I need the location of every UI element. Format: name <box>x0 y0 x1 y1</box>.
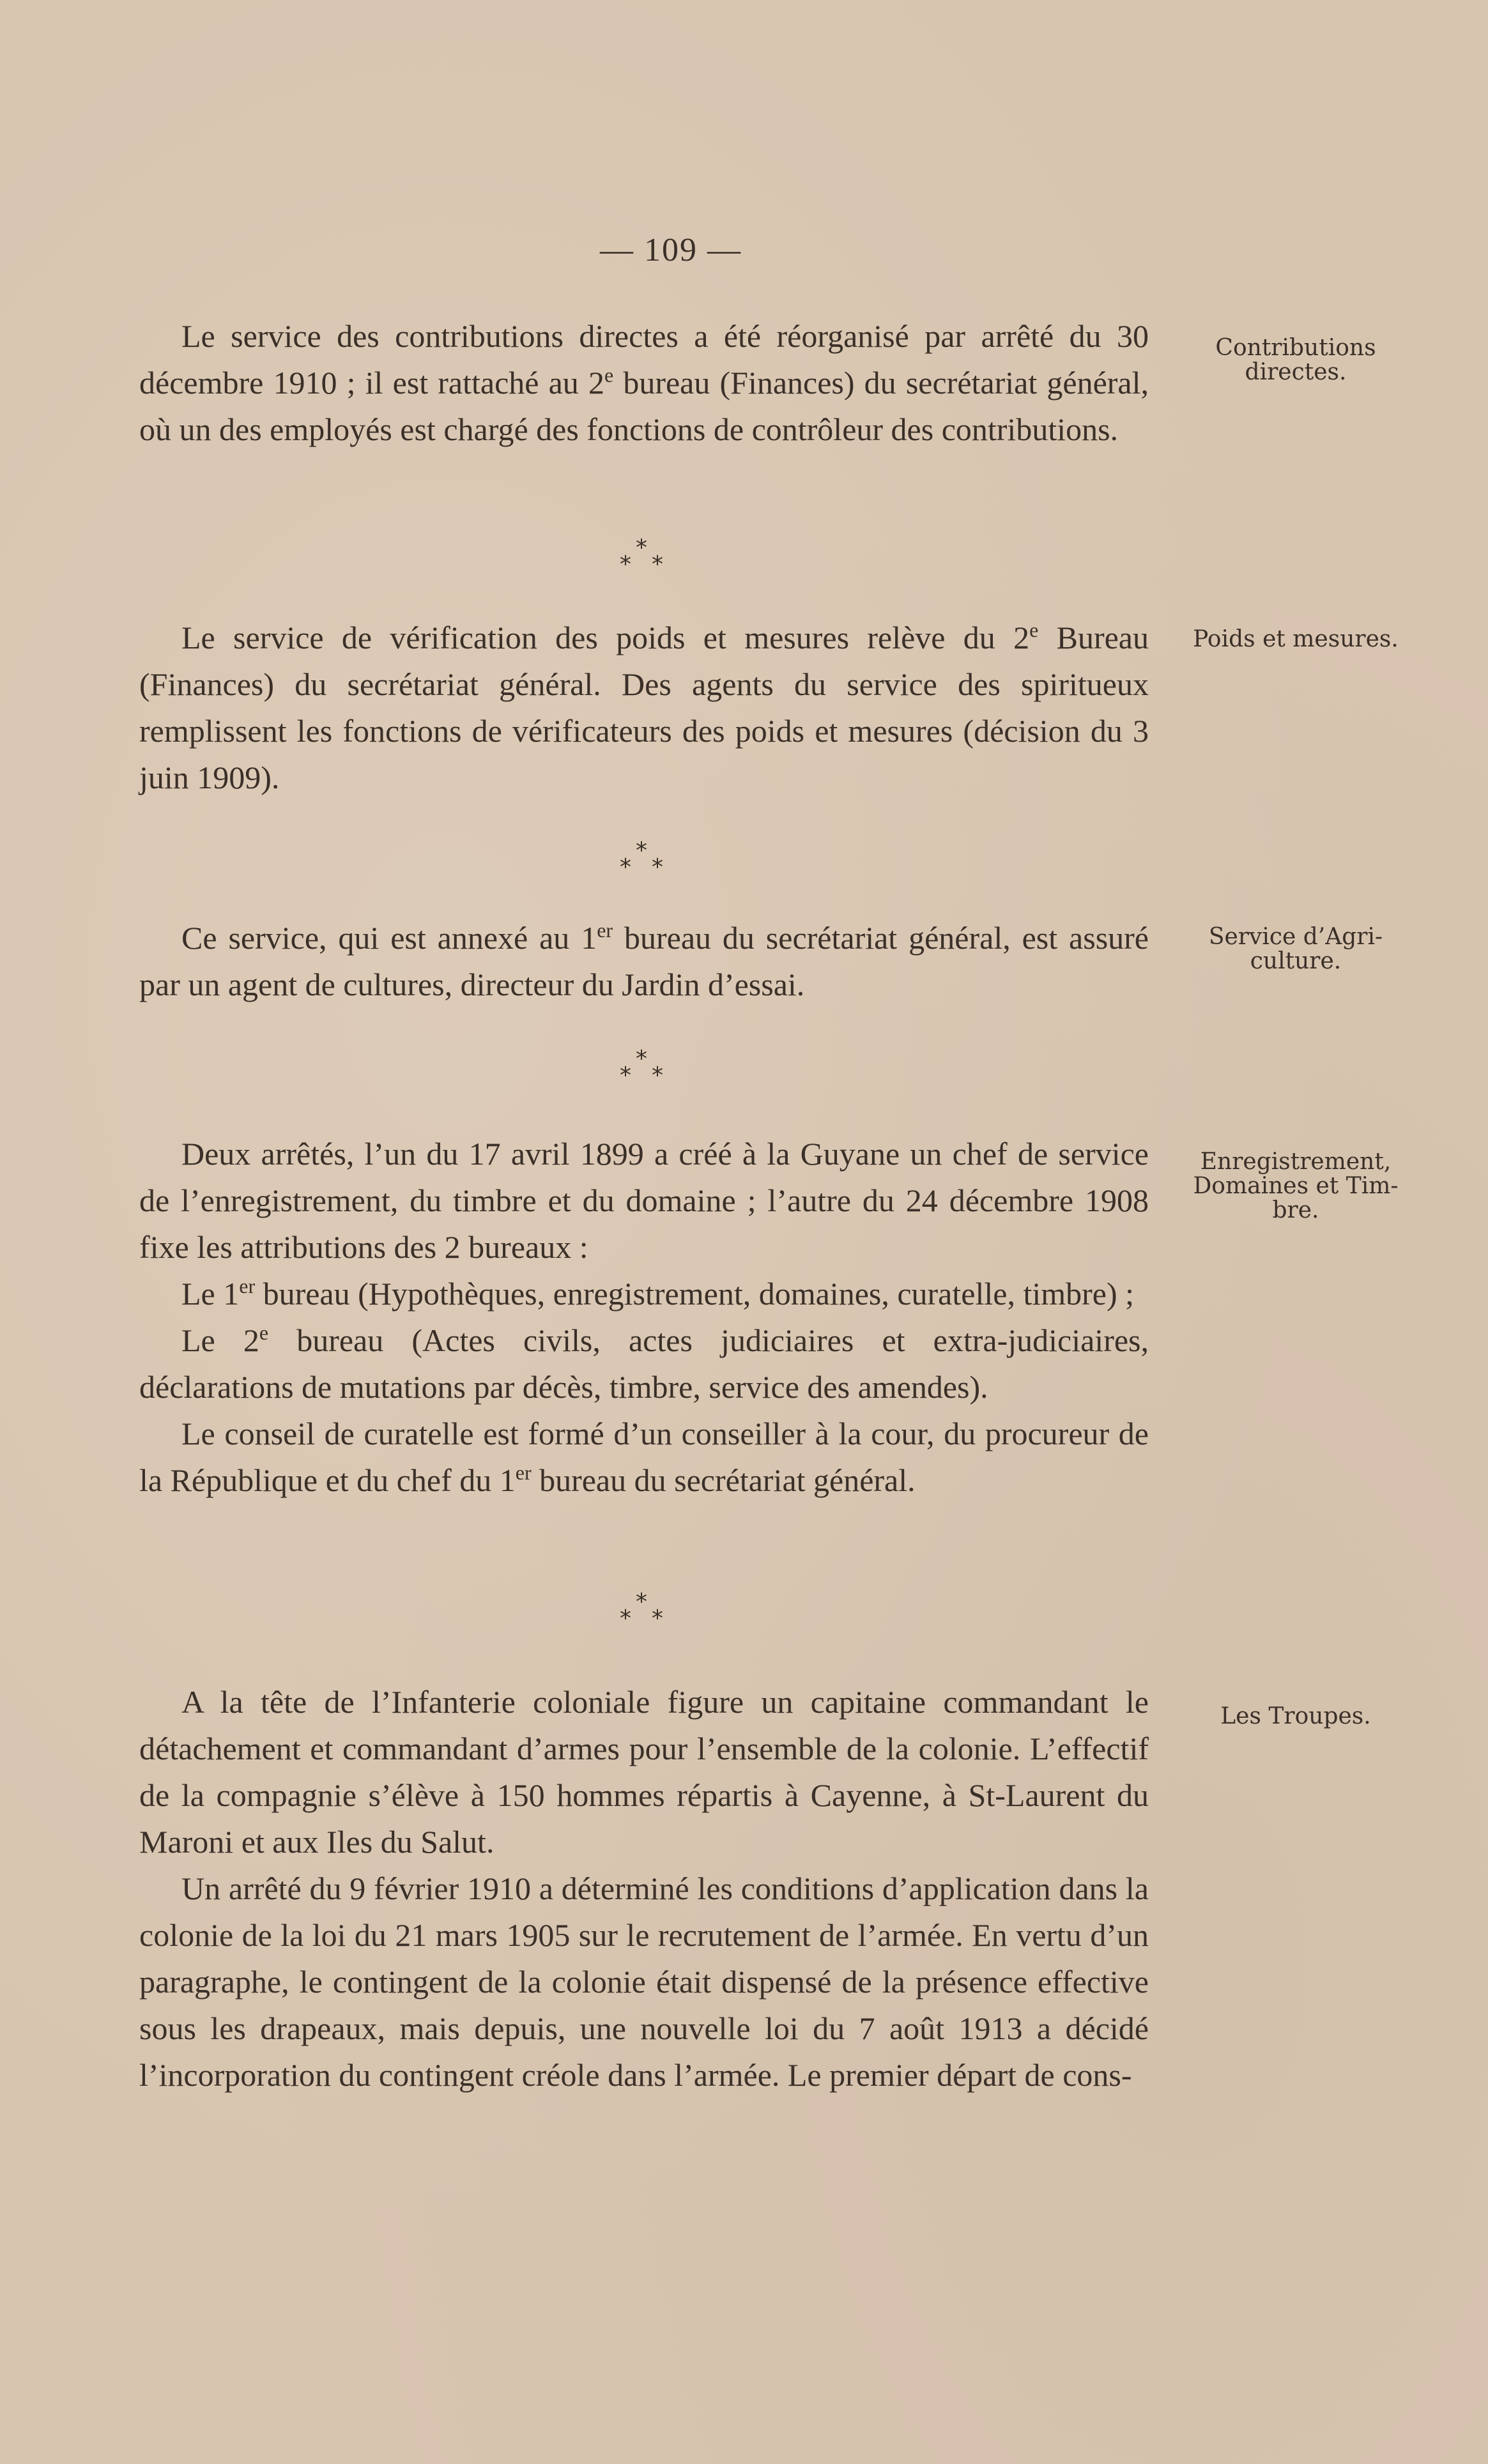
section-troupes <box>139 1679 1149 2099</box>
margin-note-poids: Poids et mesures. <box>1193 626 1399 652</box>
section-contributions <box>139 313 1149 453</box>
paragraph: Le service de vérification des poids et mesures relève du 2e Bureau (Finances) du secrétariat général. Des agents du service des spiritueux remplissent les fonctions de vérificateurs des poids et mesures (décision du 3 juin 1909). <box>139 618 1149 795</box>
paragraph: Le 2e bureau (Actes civils, actes judiciaires et extra-judiciaires, déclarations de mutations par décès, timbre, service des amendes). <box>139 1321 1149 1405</box>
paragraph: Ce service, qui est annexé au 1er bureau du secrétariat général, est assuré par un agent de cultures, directeur du Jardin d’essai. <box>139 919 1149 1002</box>
paragraph: Le conseil de curatelle est formé d’un conseiller à la cour, du procureur de la République et du chef du 1er bureau du secrétariat général. <box>139 1416 1149 1498</box>
page-number: — 109 — <box>600 232 742 268</box>
section-agriculture <box>139 915 1149 1008</box>
paragraph: A la tête de l’Infanterie coloniale figure un capitaine commandant le détachement et commandant d’armes pour l’ensemble de la colonie. L’effectif de la compagnie s’élève à 150 hommes répartis à Cayenne, à St-Laurent du Maroni et aux Iles du Salut. <box>139 1684 1149 1860</box>
section-enregistrement <box>139 1131 1149 1504</box>
paragraph: Un arrêté du 9 février 1910 a déterminé les conditions d’application dans la colonie de la loi du 21 mars 1905 sur le recrutement de l’armée. En vertu d’un paragraphe, le contingent de la colonie était dispensé de la présence effective sous les drapeaux, mais depuis, une nouvelle loi du 7 août 1913 a décidé l’incorporation du contingent créole dans l’armée. Le premier départ de cons- <box>139 1871 1149 2093</box>
paragraph: Le 1er bureau (Hypothèques, enregistrement, domaines, curatelle, timbre) ; <box>181 1274 1134 1312</box>
section-separator: * * * <box>620 535 663 578</box>
section-separator: * * * <box>620 1046 663 1089</box>
paragraph: Le service des contributions directes a été réorganisé par arrêté du 30 décembre 1910 ; il est rattaché au 2e bureau (Finances) du secrétariat général, où un des employés est chargé des fonctions de contrôleur des contributions. <box>139 318 1149 447</box>
margin-note-troupes: Les Troupes. <box>1220 1703 1371 1729</box>
paragraph: Deux arrêtés, l’un du 17 avril 1899 a créé à la Guyane un chef de service de l’enregistrement, du timbre et du domaine ; l’autre du 24 décembre 1908 fixe les attributions des 2 bureaux : <box>139 1136 1149 1265</box>
margin-note-contributions: Contributions directes. <box>1215 335 1376 385</box>
margin-note-enregistrement: Enregistrement, Domaines et Tim- bre. <box>1193 1149 1399 1223</box>
section-poids-mesures <box>139 615 1149 801</box>
section-separator: * * * <box>620 838 663 880</box>
margin-note-agriculture: Service d’Agri- culture. <box>1208 924 1383 974</box>
section-separator: * * * <box>620 1589 663 1632</box>
